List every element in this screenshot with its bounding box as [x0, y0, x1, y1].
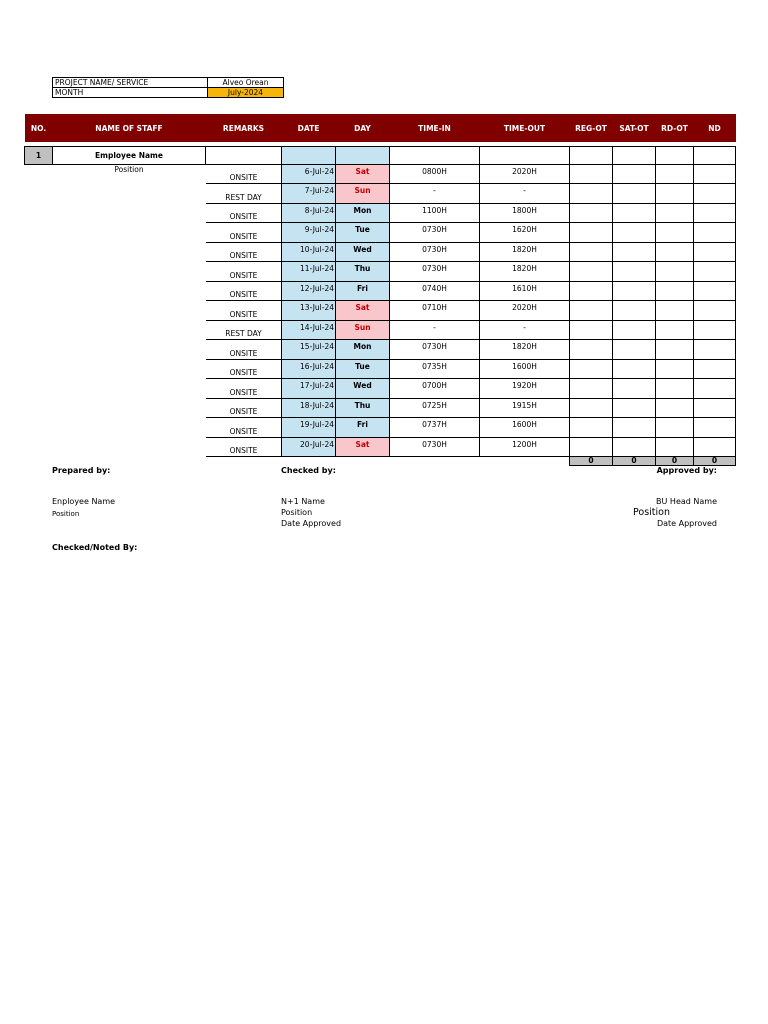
approved-position: Position	[633, 507, 670, 518]
row-remarks: ONSITE	[206, 242, 282, 262]
row-time-in: 0730H	[390, 437, 480, 457]
row-time-out: -	[480, 184, 570, 204]
approved-name: BU Head Name	[656, 497, 717, 506]
row-nd-cell	[694, 164, 736, 184]
row-date: 7-Jul-24	[282, 184, 336, 204]
col-rd-ot: RD-OT	[656, 114, 694, 142]
prepared-by-label: Prepared by:	[52, 466, 111, 475]
table-row	[25, 398, 736, 418]
row-time-out: 2020H	[480, 301, 570, 321]
row-day: Fri	[336, 281, 390, 301]
row-sat-ot-cell	[613, 398, 656, 418]
row-reg-ot-cell	[570, 203, 613, 223]
row-rd-ot-cell	[656, 301, 694, 321]
checked-date: Date Approved	[281, 519, 342, 528]
table-row	[25, 359, 736, 379]
row-nd-cell	[694, 223, 736, 243]
row-rd-ot-cell	[656, 437, 694, 457]
row-time-in: 0730H	[390, 340, 480, 360]
row-no-cell	[25, 203, 53, 223]
col-remarks: REMARKS	[206, 114, 282, 142]
row-sat-ot-cell	[613, 320, 656, 340]
approved-by-label: Approved by:	[656, 466, 717, 475]
month-label: MONTH	[53, 88, 208, 98]
row-no-cell	[25, 398, 53, 418]
row-rd-ot-cell	[656, 242, 694, 262]
table-row	[25, 203, 736, 223]
row-name-cell	[53, 262, 206, 282]
row-nd-cell	[694, 242, 736, 262]
row-day: Mon	[336, 340, 390, 360]
checked-by-label: Checked by:	[281, 466, 336, 475]
row-date: 19-Jul-24	[282, 418, 336, 438]
row-remarks: ONSITE	[206, 281, 282, 301]
project-value: Alveo Orean	[208, 78, 284, 88]
row-no-cell	[25, 437, 53, 457]
row-reg-ot-cell	[570, 320, 613, 340]
row-remarks: ONSITE	[206, 437, 282, 457]
row-sat-ot-cell	[613, 164, 656, 184]
row-time-out: 1600H	[480, 418, 570, 438]
row-rd-ot-cell	[656, 223, 694, 243]
row-nd-cell	[694, 281, 736, 301]
row-rd-ot-cell	[656, 184, 694, 204]
row-reg-ot-cell	[570, 184, 613, 204]
approved-date: Date Approved	[656, 519, 717, 528]
col-sat-ot: SAT-OT	[613, 114, 656, 142]
col-time-in: TIME-IN	[390, 114, 480, 142]
row-reg-ot-cell	[570, 418, 613, 438]
table-row	[25, 262, 736, 282]
row-nd-cell	[694, 340, 736, 360]
table-row	[25, 437, 736, 457]
row-sat-ot-cell	[613, 203, 656, 223]
total-reg-ot: 0	[570, 457, 613, 466]
row-date: 12-Jul-24	[282, 281, 336, 301]
table-row	[25, 242, 736, 262]
row-no-cell	[25, 242, 53, 262]
row-day: Thu	[336, 398, 390, 418]
checked-position: Position	[281, 508, 313, 517]
row-name-cell	[53, 301, 206, 321]
employee-position: Position	[114, 164, 144, 174]
row-name-cell	[53, 359, 206, 379]
row-date: 18-Jul-24	[282, 398, 336, 418]
row-reg-ot-cell	[570, 398, 613, 418]
table-row	[25, 184, 736, 204]
row-reg-ot-cell	[570, 242, 613, 262]
row-time-out: 1800H	[480, 203, 570, 223]
row-no-cell	[25, 320, 53, 340]
row-no-cell	[25, 184, 53, 204]
table-row	[25, 379, 736, 399]
timesheet-table	[24, 114, 736, 466]
row-time-out: 2020H	[480, 164, 570, 184]
row-no-cell	[25, 418, 53, 438]
project-label: PROJECT NAME/ SERVICE	[53, 78, 208, 88]
row-rd-ot-cell	[656, 340, 694, 360]
row-time-in: 0800H	[390, 164, 480, 184]
row-sat-ot-cell	[613, 340, 656, 360]
table-row	[25, 320, 736, 340]
row-reg-ot-cell	[570, 340, 613, 360]
row-remarks: ONSITE	[206, 203, 282, 223]
header-row	[25, 114, 736, 142]
row-sat-ot-cell	[613, 301, 656, 321]
col-reg-ot: REG-OT	[570, 114, 613, 142]
col-date: DATE	[282, 114, 336, 142]
row-remarks: ONSITE	[206, 398, 282, 418]
row-day: Thu	[336, 262, 390, 282]
row-remarks: ONSITE	[206, 301, 282, 321]
row-nd-cell	[694, 184, 736, 204]
row-rd-ot-cell	[656, 398, 694, 418]
row-remarks: ONSITE	[206, 418, 282, 438]
employee-row	[25, 147, 736, 165]
row-date: 20-Jul-24	[282, 437, 336, 457]
table-row	[25, 418, 736, 438]
row-reg-ot-cell	[570, 379, 613, 399]
row-day: Sat	[336, 437, 390, 457]
row-time-out: 1820H	[480, 340, 570, 360]
row-name-cell	[53, 281, 206, 301]
row-time-in: 0730H	[390, 223, 480, 243]
col-day: DAY	[336, 114, 390, 142]
row-remarks: REST DAY	[206, 184, 282, 204]
row-reg-ot-cell	[570, 223, 613, 243]
row-date: 16-Jul-24	[282, 359, 336, 379]
row-no-cell	[25, 359, 53, 379]
row-sat-ot-cell	[613, 242, 656, 262]
prepared-position: Position	[52, 510, 80, 518]
row-no-cell	[25, 281, 53, 301]
row-name-cell	[53, 184, 206, 204]
col-name: NAME OF STAFF	[53, 114, 206, 142]
row-name-cell	[53, 398, 206, 418]
row-date: 15-Jul-24	[282, 340, 336, 360]
row-time-out: 1610H	[480, 281, 570, 301]
employee-name: Employee Name	[53, 147, 206, 165]
row-rd-ot-cell	[656, 164, 694, 184]
row-no-cell	[25, 164, 53, 184]
row-remarks: ONSITE	[206, 223, 282, 243]
row-name-cell	[53, 242, 206, 262]
row-day: Mon	[336, 203, 390, 223]
row-day: Tue	[336, 359, 390, 379]
row-time-out: -	[480, 320, 570, 340]
col-time-out: TIME-OUT	[480, 114, 570, 142]
row-date: 8-Jul-24	[282, 203, 336, 223]
row-no-cell	[25, 223, 53, 243]
row-time-out: 1600H	[480, 359, 570, 379]
row-reg-ot-cell	[570, 301, 613, 321]
col-no: NO.	[25, 114, 53, 142]
row-time-in: 0725H	[390, 398, 480, 418]
table-row	[25, 340, 736, 360]
row-reg-ot-cell	[570, 164, 613, 184]
row-time-in: 0700H	[390, 379, 480, 399]
row-date: 10-Jul-24	[282, 242, 336, 262]
row-remarks: ONSITE	[206, 379, 282, 399]
row-time-out: 1620H	[480, 223, 570, 243]
row-day: Wed	[336, 242, 390, 262]
row-remarks: ONSITE	[206, 359, 282, 379]
row-day: Tue	[336, 223, 390, 243]
row-sat-ot-cell	[613, 281, 656, 301]
row-nd-cell	[694, 262, 736, 282]
row-rd-ot-cell	[656, 359, 694, 379]
row-name-cell	[53, 340, 206, 360]
row-sat-ot-cell	[613, 262, 656, 282]
row-sat-ot-cell	[613, 437, 656, 457]
row-no-cell	[25, 340, 53, 360]
totals-row	[25, 457, 736, 466]
row-time-in: -	[390, 184, 480, 204]
row-reg-ot-cell	[570, 359, 613, 379]
row-time-out: 1920H	[480, 379, 570, 399]
total-rd-ot: 0	[656, 457, 694, 466]
project-info-table	[52, 77, 284, 98]
row-day: Sun	[336, 320, 390, 340]
row-nd-cell	[694, 301, 736, 321]
row-time-out: 1915H	[480, 398, 570, 418]
employee-number: 1	[25, 147, 53, 165]
row-sat-ot-cell	[613, 379, 656, 399]
total-sat-ot: 0	[613, 457, 656, 466]
row-nd-cell	[694, 320, 736, 340]
row-date: 14-Jul-24	[282, 320, 336, 340]
table-row	[25, 301, 736, 321]
row-name-cell	[53, 418, 206, 438]
row-no-cell	[25, 262, 53, 282]
row-name-cell	[53, 320, 206, 340]
row-date: 13-Jul-24	[282, 301, 336, 321]
row-date: 17-Jul-24	[282, 379, 336, 399]
row-time-in: 0737H	[390, 418, 480, 438]
row-sat-ot-cell	[613, 359, 656, 379]
row-time-in: 0730H	[390, 242, 480, 262]
row-reg-ot-cell	[570, 281, 613, 301]
row-reg-ot-cell	[570, 262, 613, 282]
row-no-cell	[25, 379, 53, 399]
row-sat-ot-cell	[613, 184, 656, 204]
row-name-cell	[53, 223, 206, 243]
row-time-out: 1820H	[480, 262, 570, 282]
table-row	[25, 281, 736, 301]
month-value: July-2024	[208, 88, 284, 98]
prepared-name: Enployee Name	[52, 497, 116, 506]
row-no-cell	[25, 301, 53, 321]
row-time-in: 1100H	[390, 203, 480, 223]
row-time-out: 1820H	[480, 242, 570, 262]
row-nd-cell	[694, 418, 736, 438]
row-time-out: 1200H	[480, 437, 570, 457]
row-rd-ot-cell	[656, 281, 694, 301]
row-remarks: REST DAY	[206, 320, 282, 340]
row-nd-cell	[694, 379, 736, 399]
row-name-cell	[53, 437, 206, 457]
row-nd-cell	[694, 203, 736, 223]
row-remarks: ONSITE	[206, 262, 282, 282]
row-time-in: -	[390, 320, 480, 340]
col-nd: ND	[694, 114, 736, 142]
row-time-in: 0740H	[390, 281, 480, 301]
row-nd-cell	[694, 437, 736, 457]
row-time-in: 0710H	[390, 301, 480, 321]
row-rd-ot-cell	[656, 203, 694, 223]
row-date: 11-Jul-24	[282, 262, 336, 282]
row-remarks: ONSITE	[206, 340, 282, 360]
row-rd-ot-cell	[656, 418, 694, 438]
row-time-in: 0735H	[390, 359, 480, 379]
row-day: Sat	[336, 164, 390, 184]
total-nd: 0	[694, 457, 736, 466]
row-time-in: 0730H	[390, 262, 480, 282]
row-day: Sat	[336, 301, 390, 321]
row-nd-cell	[694, 398, 736, 418]
row-rd-ot-cell	[656, 320, 694, 340]
noted-by-label: Checked/Noted By:	[52, 543, 138, 552]
row-day: Wed	[336, 379, 390, 399]
row-rd-ot-cell	[656, 379, 694, 399]
checked-name: N+1 Name	[281, 497, 325, 506]
row-name-cell	[53, 379, 206, 399]
row-date: 9-Jul-24	[282, 223, 336, 243]
table-row	[25, 223, 736, 243]
row-sat-ot-cell	[613, 418, 656, 438]
row-day: Fri	[336, 418, 390, 438]
row-remarks: ONSITE	[206, 164, 282, 184]
row-date: 6-Jul-24	[282, 164, 336, 184]
row-day: Sun	[336, 184, 390, 204]
table-row	[25, 164, 736, 184]
row-rd-ot-cell	[656, 262, 694, 282]
row-sat-ot-cell	[613, 223, 656, 243]
row-name-cell	[53, 203, 206, 223]
row-reg-ot-cell	[570, 437, 613, 457]
row-nd-cell	[694, 359, 736, 379]
